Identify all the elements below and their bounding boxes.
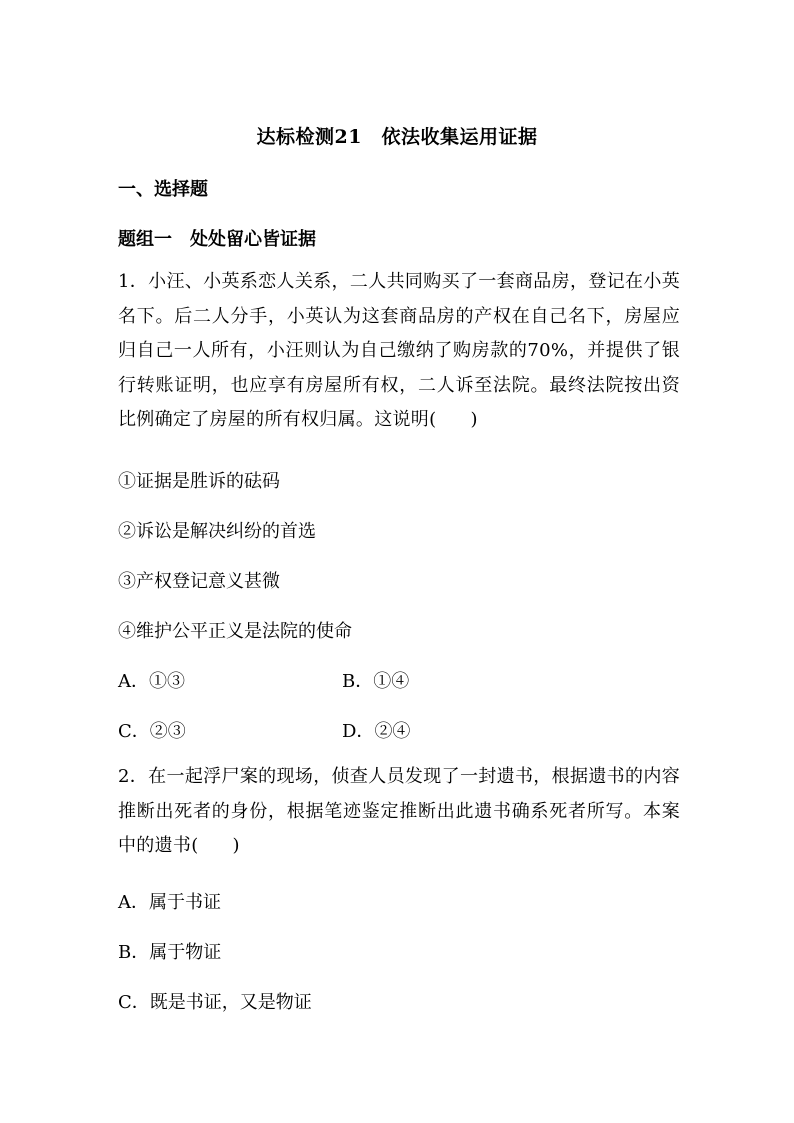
- section-heading: 一、选择题: [118, 179, 208, 200]
- option-b: [118, 938, 221, 964]
- answer-bracket-close: ): [232, 835, 240, 856]
- option-a: [118, 888, 221, 914]
- option-text: 既是书证，又是物证: [149, 992, 312, 1013]
- statement-4: ④维护公平正义是法院的使命: [118, 621, 352, 642]
- option-label: A．: [118, 671, 149, 692]
- option-text: ①③: [149, 671, 185, 692]
- option-label: C．: [118, 721, 150, 742]
- option-label: C．: [118, 992, 150, 1013]
- option-c: [118, 988, 312, 1014]
- option-d: [342, 717, 410, 743]
- option-label: D．: [342, 721, 375, 742]
- option-b: [342, 667, 409, 693]
- question-stem: 在一起浮尸案的现场，侦查人员发现了一封遗书，根据遗书的内容推断出死者的身份，根据笔迹鉴定推断出此遗书确系死者所写。本案中的遗书: [118, 766, 680, 856]
- option-a: [118, 667, 185, 693]
- question-number: 2．: [118, 766, 149, 787]
- option-text: 属于物证: [149, 942, 222, 963]
- option-label: A．: [118, 892, 149, 913]
- option-text: ②④: [374, 721, 411, 742]
- option-text: ①④: [373, 671, 410, 692]
- option-text: ②③: [149, 721, 186, 742]
- question-2: [118, 760, 680, 864]
- answer-bracket-open: (: [191, 835, 199, 856]
- group-heading: 题组一 处处留心皆证据: [118, 229, 316, 250]
- option-label: B．: [342, 671, 374, 692]
- option-c: [118, 717, 186, 743]
- question-1: [118, 265, 680, 438]
- statement-1: ①证据是胜诉的砝码: [118, 471, 280, 492]
- answer-bracket-close: ): [470, 409, 478, 430]
- option-text: 属于书证: [149, 892, 221, 913]
- option-label: B．: [118, 942, 150, 963]
- statement-2: ②诉讼是解决纠纷的首选: [118, 521, 316, 542]
- answer-bracket-open: (: [429, 409, 437, 430]
- statement-3: ③产权登记意义甚微: [118, 571, 280, 592]
- question-stem: 小汪、小英系恋人关系，二人共同购买了一套商品房，登记在小英名下。后二人分手，小英认为这套商品房的产权在自己名下，房屋应归自己一人所有，小汪则认为自己缴纳了购房款的70%，并提供了银行转账证明，也应享有房屋所有权，二人诉至法院。最终法院按出资比例确定了房屋的所有权归属。这说明: [118, 271, 680, 430]
- document-title: 达标检测21 依法收集运用证据: [256, 126, 538, 148]
- question-number: 1．: [118, 271, 149, 292]
